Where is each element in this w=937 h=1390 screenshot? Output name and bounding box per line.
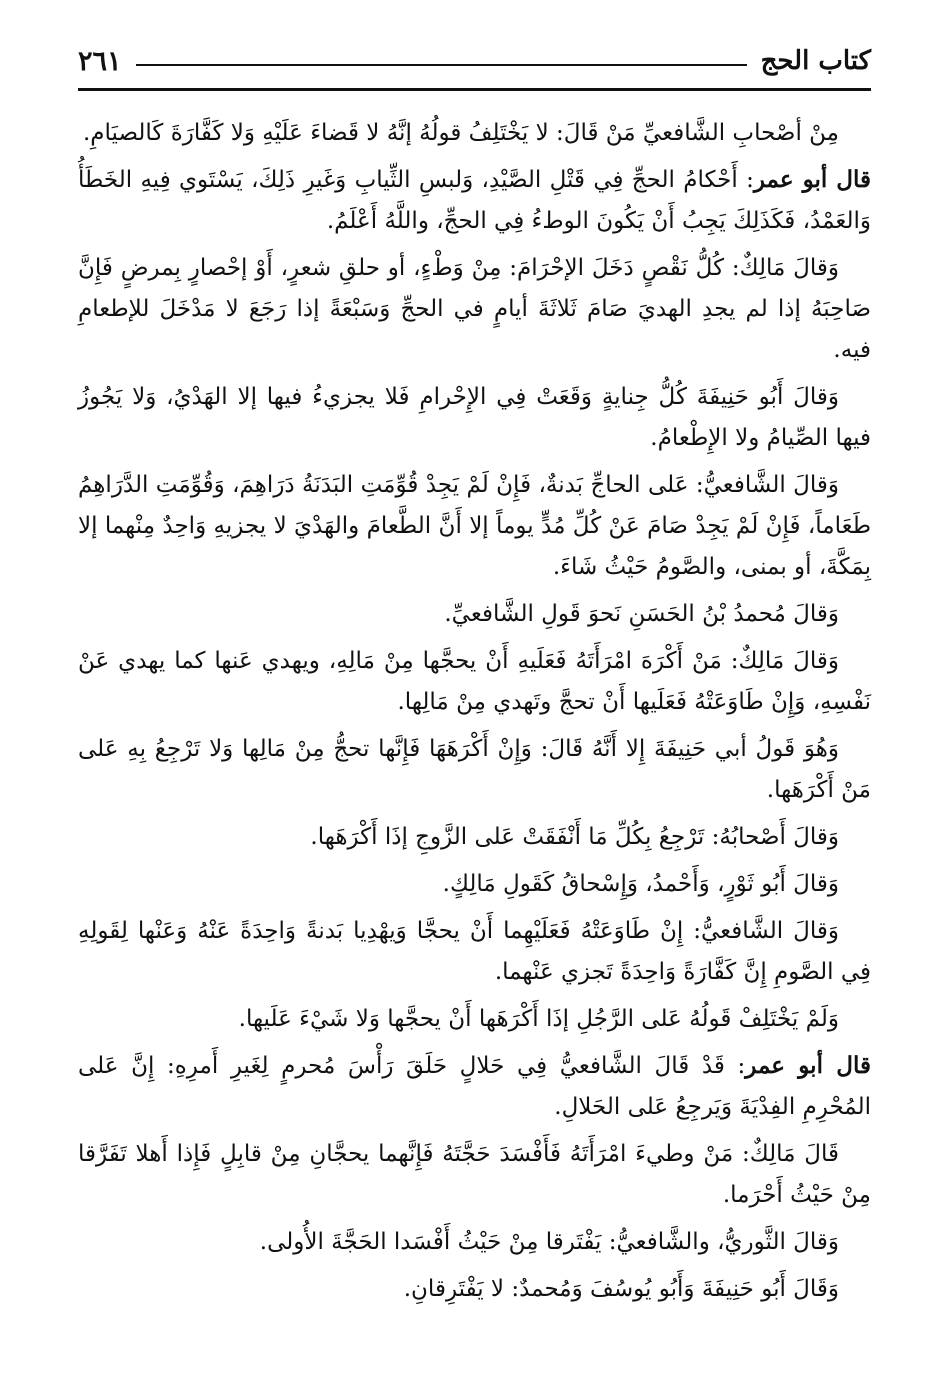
paragraph-text: وَقالَ أَصْحابُهُ: تَرْجِعُ بِكُلِّ مَا أَنْفَقَتْ عَلى الزَّوجِ إذَا أَكْرَهَها. [310,824,839,850]
body-text [78,112,871,1315]
paragraph-text: وَلَمْ يَخْتَلِفْ قَولُهُ عَلى الرَّجُلِ إذَا أَكْرَهَها أَنْ يحجَّها وَلا شَيْءَ عَلَيها. [238,1006,839,1032]
paragraph-text: وَقالَ مَالِكٌ: كُلُّ نَقْصٍ دَخَلَ الإحْرَامَ: مِنْ وَطْءٍ، أو حلقِ شعرٍ، أَوْ إحْصارٍ بِمرضٍ فَإِنَّ صَاحِبَهُ إذا لم يجدِ الهديَ صَامَ ثَلاثَةَ أيامٍ في الحجِّ وَسَبْعَةً إذا رَجَعَ لا مَدْخَلَ للإطعامِ فيه. [78,255,871,363]
paragraph-text: وَقالَ الشَّافعيُّ: عَلى الحاجِّ بَدنةٌ، فَإِنْ لَمْ يَجِدْ قُوِّمَتِ البَدَنَةُ دَرَاهِمَ، وَقُوِّمَتِ الدَّرَاهِمُ طَعَاماً، فَإِنْ لَمْ يَجِدْ صَامَ عَنْ كُلِّ مُدٍّ يوماً إلا أَنَّ الطَّعامَ والهَدْيَ لا يجزيهِ وَاحِدٌ مِنْهما إلا بِمَكَّةَ، أو بمنى، والصَّومُ حَيْثُ شَاءَ. [78,472,871,580]
paragraph-text: وَقالَ مُحمدُ بْنُ الحَسَنِ نَحوَ قَولِ الشَّافعيِّ. [444,601,839,627]
paragraph [78,247,871,371]
paragraph-text: وَقالَ الثَّوريُّ، والشَّافعيُّ: يَفْتَرقا مِنْ حَيْثُ أَفْسَدا الحَجَّةَ الأُولى. [259,1229,839,1255]
paragraph [78,816,871,858]
paragraph [78,1133,871,1216]
header-rule [136,64,747,66]
paragraph [78,376,871,459]
paragraph [78,910,871,993]
paragraph-text: وَقَالَ أَبُو حَنِيفَةَ وَأَبُو يُوسُفَ وَمُحمدٌ: لا يَفْتَرِقانِ. [403,1276,839,1302]
paragraph-text: : قَدْ قَالَ الشَّافعيُّ فِي حَلالٍ حَلَقَ رَأْسَ مُحرمٍ لِغَيرِ أَمرِهِ: إِنَّ عَلى المُحْرِمِ الفِدْيَةَ وَيَرجِعُ عَلى الحَلالِ. [78,1053,871,1120]
paragraph [78,863,871,905]
paragraph [78,728,871,811]
paragraph-text: وَقالَ أَبُو حَنِيفَةَ كُلُّ جِنايةٍ وَقَعَتْ فِي الإِحْرامِ فَلا يجزيءُ فيها إلا الهَدْيُ، وَلا يَجُوزُ فيها الصِّيامُ ولا الإِطْعامُ. [78,384,871,451]
paragraph-text: وَقالَ الشَّافعيُّ: إِنْ طَاوَعَتْهُ فَعَلَيْهِما أَنْ يحجَّا وَيهْدِيا بَدنةً وَاحِدَةً عَنْهُ وَعَنْها لِقَولِهِ فِي الصَّومِ إِنَّ كَفَّارَةً وَاحِدَةً تَجزي عَنْهما. [78,918,871,985]
paragraph [78,112,871,154]
paragraph [78,1268,871,1310]
paragraph-lead: قال أبو عمر [753,166,871,193]
paragraph-text: مِنْ أصْحابِ الشَّافعيِّ مَنْ قَالَ: لا يَخْتَلِفُ قولُهُ إنَّهُ لا قَضاءَ عَلَيْهِ وَلا كَفَّارَةَ كَالصيَامِ. [82,120,839,146]
paragraph [78,998,871,1040]
paragraph-text: قَالَ مَالِكٌ: مَنْ وطيءَ امْرَأَتَهُ فَأَفْسَدَ حَجَّتَهُ فَإِنَّهما يحجَّانِ مِنْ قابِلٍ فَإِذا أَهلا تَفَرَّقا مِنْ حَيْثُ أَحْرَما. [78,1141,871,1208]
paragraph [78,159,871,242]
paragraph-text: وَهُوَ قَولُ أبي حَنِيفَةَ إِلا أَنَّهُ قَالَ: وَإِنْ أَكْرَهَهَا فَإِنَّها تحجُّ مِنْ مَالِها وَلا تَرْجِعُ بِهِ عَلى مَنْ أَكْرَهَها. [78,736,871,803]
page-number: ٢٦١ [78,45,122,77]
paragraph-text: : أَحْكامُ الحجِّ فِي قَتْلِ الصَّيْدِ، وَلبسِ الثِّيابِ وَغَيرِ ذَلِكَ، يَسْتَوي فِيهِ الخَطَأُ وَالعَمْدُ، فَكَذَلِكَ يَجِبُ أَنْ يَكُونَ الوطءُ فِي الحجِّ، واللَّهُ أَعْلَمُ. [78,167,871,234]
paragraph-lead: قال أبو عمر [745,1052,871,1079]
paragraph [78,593,871,635]
paragraph-text: وَقالَ مَالِكٌ: مَنْ أَكْرَهَ امْرَأَتَهُ فَعَلَيهِ أَنْ يحجَّها مِنْ مَالِهِ، ويهدي عَنها كما يهدي عَنْ نَفْسِهِ، وَإِنْ طَاوَعَتْهُ فَعَلَيها أَنْ تحجَّ وتَهدي مِنْ مَالِها. [78,648,871,715]
paragraph [78,464,871,588]
paragraph [78,1045,871,1128]
header-divider [78,88,871,91]
page-header [78,36,871,86]
paragraph [78,640,871,723]
paragraph [78,1221,871,1263]
running-title: كتاب الحج [760,46,871,76]
paragraph-text: وَقالَ أَبُو ثَوْرٍ، وَأَحْمدُ، وَإِسْحاقُ كَقَولِ مَالِكٍ. [442,871,839,897]
